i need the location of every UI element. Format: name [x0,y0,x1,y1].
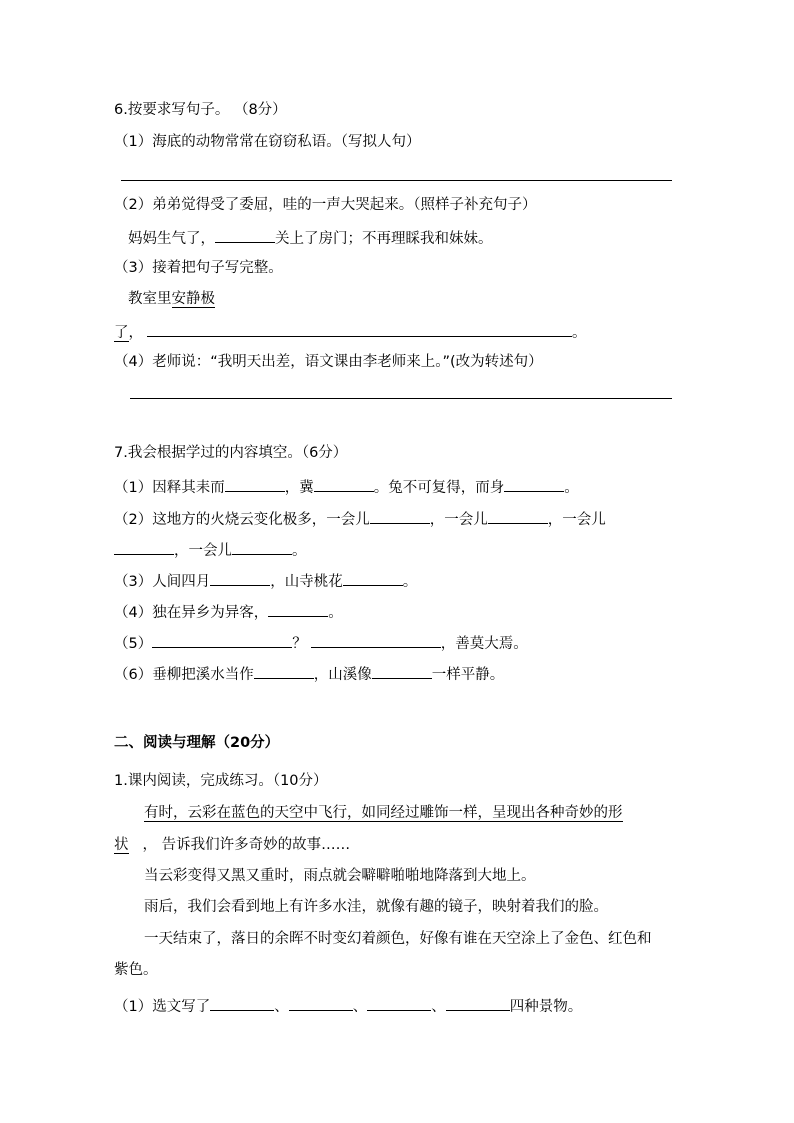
q6-sub3-end: 。 [572,325,587,341]
blank-q7-4[interactable] [268,601,328,617]
q7-l3-c: 。 [402,574,418,590]
sub1-b: 、 [274,999,289,1015]
passage-p4-line2: 紫色。 [114,962,158,978]
passage-p3: 雨后，我们会看到地上有许多水洼，就像有趣的镜子，映射着我们的脸。 [144,899,608,915]
q7-l2-e: 。 [292,543,307,559]
q6-sub3-a: 教室里 [128,291,172,307]
blank-q7-5a[interactable] [152,632,292,648]
q7-l3-a: （3）人间四月 [114,574,211,590]
blank-q6-2[interactable] [215,227,275,243]
q7-l1-c: 。兔不可复得，而身 [373,480,505,496]
q7-line2 [114,508,606,530]
q7-l6-c: 一样平静。 [431,667,505,683]
sub1-c: 、 [352,999,368,1015]
answer-line-q6-1[interactable] [121,180,672,181]
passage-p1-line1 [144,803,623,823]
blank-q7-1b[interactable] [314,476,374,492]
q7-line1 [114,476,579,498]
blank-q7-3a[interactable] [210,570,270,586]
blank-q7-6a[interactable] [254,663,314,679]
q7-l5-b: ？ [292,636,307,652]
q7-l2-b: ，一会儿 [429,512,488,528]
section2-title: 二、阅读与理解（20分） [114,735,280,751]
q7-l2-d: ，一会儿 [174,543,232,559]
q7-l2-a: （2）这地方的火烧云变化极多，一会儿 [114,512,370,528]
section2-q1-title: 1.课内阅读，完成练习。（10分） [114,773,328,789]
q6-sub2-example-a: 妈妈生气了， [128,231,215,247]
passage-p4-line1: 一天结束了，落日的余晖不时变幻着颜色，好像有谁在天空涂上了金色、红色和 [144,931,652,947]
passage-p1-line2 [114,835,350,855]
q6-sub1: （1）海底的动物常常在窃窃私语。（写拟人句） [114,134,421,150]
q7-title: 7.我会根据学过的内容填空。（6分） [114,445,348,461]
passage-p1-a: 有时，云彩在蓝色的天空中飞行，如同经过雕饰一样，呈现出各种奇妙的形 [144,805,623,821]
sub1-d: 、 [431,999,446,1015]
q7-line4 [114,601,343,623]
blank-q7-2d[interactable] [232,539,292,555]
q7-line2-cont [114,539,307,561]
q7-line6 [114,663,504,685]
q6-sub3-d: ， [128,325,143,341]
blank-s2-1b[interactable] [289,995,353,1011]
q6-title: 6.按要求写句子。 （8分） [114,102,287,118]
passage-p1-b: 状 [114,837,129,853]
section2-sub1 [114,995,582,1017]
q7-l5-a: （5） [114,636,153,652]
blank-q7-2a[interactable] [370,508,430,524]
blank-q7-5b[interactable] [311,632,441,648]
blank-s2-1c[interactable] [367,995,431,1011]
q7-line5 [114,632,528,654]
q6-sub4: （4）老师说：“我明天出差，语文课由李老师来上。”(改为转述句） [114,354,543,370]
q6-sub3-c: 了 [114,325,129,341]
q7-l1-d: 。 [564,480,579,496]
q7-l2-c: ，一会儿 [547,512,606,528]
blank-q7-6b[interactable] [372,663,432,679]
q6-sub2-example [128,227,493,249]
sub1-e: 四种景物。 [509,999,583,1015]
q7-l4-b: 。 [328,605,343,621]
q6-sub3: （3）接着把句子写完整。 [114,260,283,276]
q7-l6-a: （6）垂柳把溪水当作 [114,667,254,683]
q7-l6-b: ，山溪像 [313,667,372,683]
q7-line3 [114,570,417,592]
blank-s2-1a[interactable] [210,995,274,1011]
answer-line-q6-4[interactable] [130,398,672,399]
q6-sub3-prompt [128,289,215,309]
q6-sub3-continue [114,321,587,343]
sub1-a: （1）选文写了 [114,999,211,1015]
q6-sub3-b: 安静极 [171,291,215,307]
blank-q6-3[interactable] [147,321,572,337]
q7-l5-c: ，善莫大焉。 [440,636,528,652]
q6-sub2: （2）弟弟觉得受了委屈，哇的一声大哭起来。（照样子补充句子） [114,197,537,213]
blank-q7-1a[interactable] [225,476,285,492]
q7-l1-b: ，冀 [284,480,314,496]
blank-q7-2b[interactable] [488,508,548,524]
blank-s2-1d[interactable] [446,995,510,1011]
passage-p2: 当云彩变得又黑又重时，雨点就会噼噼啪啪地降落到大地上。 [144,868,536,884]
blank-q7-1c[interactable] [504,476,564,492]
blank-q7-2c[interactable] [114,539,174,555]
blank-q7-3b[interactable] [343,570,403,586]
q6-sub2-example-b: 关上了房门；不再理睬我和妹妹。 [275,231,493,247]
passage-p1-c: ， 告诉我们许多奇妙的故事…… [142,837,351,853]
q7-l1-a: （1）因释其耒而 [114,480,225,496]
q7-l4-a: （4）独在异乡为异客， [114,605,269,621]
q7-l3-b: ，山寺桃花 [270,574,343,590]
